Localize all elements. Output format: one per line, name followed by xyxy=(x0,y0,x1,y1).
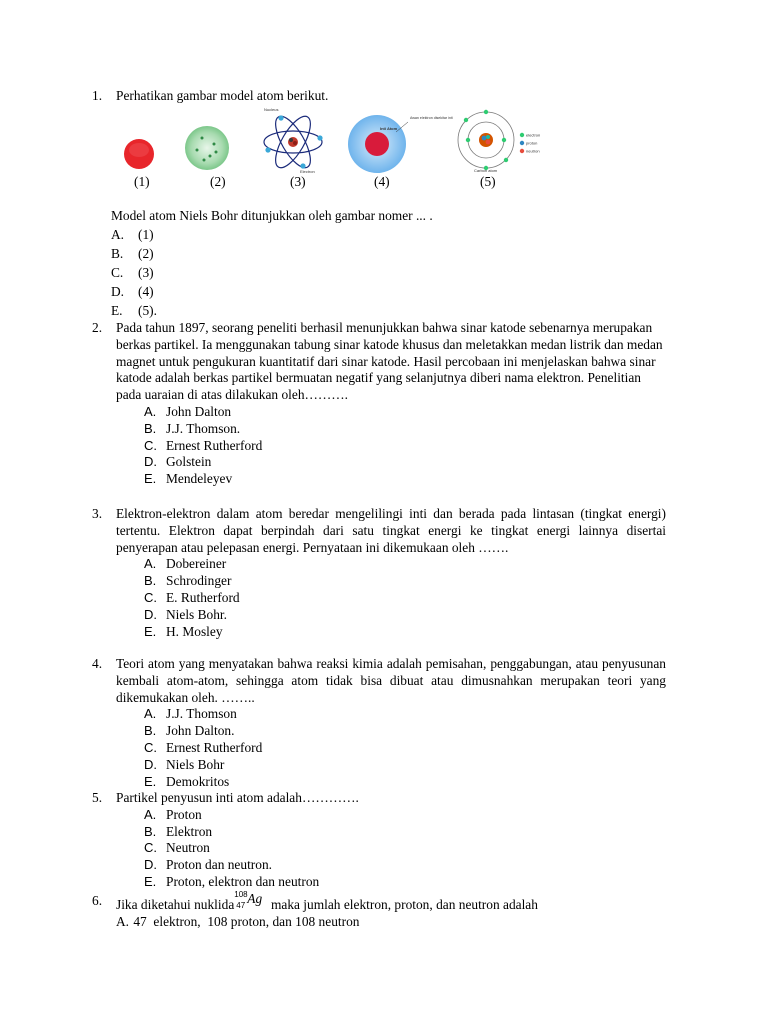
option-text: Ernest Rutherford xyxy=(166,739,263,755)
option-letter: D. xyxy=(144,454,157,470)
question-text-after: maka jumlah elektron, proton, dan neutron adalah xyxy=(264,897,538,912)
option-text: Niels Bohr xyxy=(166,756,225,772)
question-text: Partikel penyusun inti atom adalah…………. xyxy=(116,790,359,805)
option-letter: A. xyxy=(111,227,125,242)
option-letter: C. xyxy=(111,265,124,280)
figure-label-2: (2) xyxy=(210,174,226,189)
answer-option[interactable] xyxy=(144,624,666,641)
option-text: 47 elektron, 108 proton, dan 108 neutron xyxy=(130,913,360,929)
nuclide-atomic-number: 47 xyxy=(236,901,246,910)
question-6 xyxy=(92,890,666,931)
nuclide-notation xyxy=(234,890,264,910)
question-number: 5. xyxy=(92,790,103,805)
option-letter: D. xyxy=(144,857,157,873)
answer-option[interactable] xyxy=(144,723,666,740)
option-text: Elektron xyxy=(166,823,213,839)
question-text: Pada tahun 1897, seorang peneliti berhasil menunjukkan bahwa sinar katode sebenarnya merupakan berkas partikel. Ia menggunakan tabung sinar katode khusus dan meletakkan medan listrik dan medan magnet untuk pengukuran kuantitatif dari sinar katode. Hasil percobaan ini menjelaskan bahwa sinar katode adalah berkas partikel bermuatan negatif yang selanjutnya diberi nama elektron. Penelitian pada uaraian di atas dilakukan oleh………. xyxy=(116,320,663,403)
question-4 xyxy=(92,656,666,790)
option-letter: E. xyxy=(144,623,157,639)
fig3-caption-bottom: Electron xyxy=(300,169,315,174)
answer-option[interactable] xyxy=(111,263,671,282)
answer-option[interactable] xyxy=(144,438,666,455)
fig4-caption-inti: Inti Atom xyxy=(380,126,398,131)
question-text: Model atom Niels Bohr ditunjukkan oleh gambar nomer ... . xyxy=(111,208,433,223)
question-1 xyxy=(92,88,666,105)
option-text: (2) xyxy=(138,246,154,261)
answer-option[interactable] xyxy=(144,807,666,824)
answer-option[interactable] xyxy=(144,573,666,590)
figure-label-4: (4) xyxy=(374,174,390,189)
option-text: Demokritos xyxy=(166,773,230,789)
option-letter: E. xyxy=(144,471,157,487)
option-text: J.J. Thomson. xyxy=(166,420,241,436)
option-letter: B. xyxy=(144,723,157,739)
option-text: (1) xyxy=(138,227,154,242)
fig4-caption-awan: Awan elektron disekitar inti xyxy=(410,116,453,120)
fig3-caption-top: Nucleus xyxy=(264,107,279,112)
option-letter: C. xyxy=(144,840,157,856)
figure-label-5: (5) xyxy=(480,174,496,189)
answer-option[interactable] xyxy=(144,404,666,421)
option-letter: C. xyxy=(144,739,157,755)
answer-option[interactable] xyxy=(111,225,671,244)
answer-options xyxy=(144,706,666,790)
figure-label-3: (3) xyxy=(290,174,306,189)
option-text: H. Mosley xyxy=(166,623,223,639)
option-letter: D. xyxy=(144,756,157,772)
figure-label-1: (1) xyxy=(134,174,150,189)
question-text: Elektron-elektron dalam atom beredar mengelilingi inti dan berada pada lintasan (tingkat energi) tertentu. Elektron dapat berpindah dari satu tingkat energi ke tingkat energi lainnya disertai penyerapan atau pelepasan energi. Pernyataan ini dikemukaan oleh ……. xyxy=(116,506,666,555)
answer-option[interactable] xyxy=(144,874,666,891)
fig5-legend-electron: electron xyxy=(526,132,541,138)
answer-option[interactable] xyxy=(144,740,666,757)
option-letter: D. xyxy=(111,284,125,299)
question-text: Teori atom yang menyatakan bahwa reaksi kimia adalah pemisahan, penggabungan, atau penyusunan kembali atom-atom, sehingga atom tidak bisa dibuat atau dimusnahkan merupakan teori yang dikemukakan oleh. …….. xyxy=(116,656,666,705)
option-letter: A. xyxy=(144,806,157,822)
option-letter: E. xyxy=(144,873,157,889)
option-text: Proton, elektron dan neutron xyxy=(166,873,320,889)
fig5-legend-proton: proton xyxy=(526,140,538,146)
option-text: Schrodinger xyxy=(166,573,232,589)
option-text: Proton dan neutron. xyxy=(166,857,272,873)
nuclide-mass-number: 108 xyxy=(234,890,248,899)
option-text: J.J. Thomson xyxy=(166,706,237,722)
answer-option[interactable] xyxy=(144,824,666,841)
fig5-caption-bottom: Carbon atom xyxy=(474,168,498,173)
answer-option[interactable] xyxy=(144,590,666,607)
answer-option[interactable] xyxy=(144,421,666,438)
answer-option[interactable] xyxy=(144,706,666,723)
option-letter: E. xyxy=(111,303,123,318)
answer-option[interactable] xyxy=(144,774,666,791)
answer-options xyxy=(144,807,666,891)
option-text: E. Rutherford xyxy=(166,589,240,605)
question-1-prompt xyxy=(111,206,671,320)
answer-option[interactable] xyxy=(144,757,666,774)
option-text: John Dalton. xyxy=(166,723,235,739)
option-letter: B. xyxy=(144,823,157,839)
answer-options xyxy=(144,404,666,488)
atom-model-4-figure xyxy=(346,110,453,174)
atom-model-5-figure xyxy=(454,108,546,174)
atom-model-figures xyxy=(120,106,541,189)
option-letter: C. xyxy=(144,437,157,453)
answer-options xyxy=(111,225,671,320)
option-text: (5). xyxy=(138,303,157,318)
answer-option[interactable] xyxy=(144,857,666,874)
option-letter: A. xyxy=(144,556,157,572)
option-letter: B. xyxy=(111,246,124,261)
option-letter: C. xyxy=(144,589,157,605)
answer-option[interactable] xyxy=(144,607,666,624)
option-text: Proton xyxy=(166,806,202,822)
atom-model-2-figure xyxy=(182,122,232,174)
question-number: 4. xyxy=(92,656,103,671)
question-3 xyxy=(92,506,666,640)
option-letter: A. xyxy=(144,706,157,722)
option-text: (4) xyxy=(138,284,154,299)
option-letter: B. xyxy=(144,573,157,589)
option-text: Niels Bohr. xyxy=(166,606,228,622)
nuclide-symbol: Ag xyxy=(247,891,263,906)
answer-option[interactable] xyxy=(111,244,671,263)
option-text: Dobereiner xyxy=(166,556,227,572)
option-text: (3) xyxy=(138,265,154,280)
question-text-before: Jika diketahui nuklida xyxy=(116,897,235,912)
option-letter: B. xyxy=(144,420,157,436)
answer-options xyxy=(116,914,666,931)
answer-options xyxy=(144,556,666,640)
option-text: Ernest Rutherford xyxy=(166,437,263,453)
question-text: Perhatikan gambar model atom berikut. xyxy=(116,88,329,103)
option-text: Mendeleyev xyxy=(166,471,233,487)
atom-model-1-figure xyxy=(120,120,160,170)
option-letter: D. xyxy=(144,606,157,622)
question-number: 1. xyxy=(92,88,103,103)
answer-option[interactable] xyxy=(144,454,666,471)
question-text xyxy=(116,890,666,914)
atom-model-3-figure xyxy=(260,106,324,174)
option-letter: A. xyxy=(116,913,130,929)
fig5-legend-neutron: neutron xyxy=(526,148,540,154)
answer-option[interactable] xyxy=(144,556,666,573)
answer-option[interactable] xyxy=(111,301,671,320)
answer-option[interactable] xyxy=(116,914,666,931)
answer-option[interactable] xyxy=(144,840,666,857)
question-number: 2. xyxy=(92,320,103,335)
question-number: 6. xyxy=(92,893,103,908)
answer-option[interactable] xyxy=(144,471,666,488)
option-letter: E. xyxy=(144,773,157,789)
question-5 xyxy=(92,790,666,891)
option-text: John Dalton xyxy=(166,403,232,419)
option-letter: A. xyxy=(144,403,157,419)
question-2 xyxy=(92,320,666,488)
question-number: 3. xyxy=(92,506,103,521)
answer-option[interactable] xyxy=(111,282,671,301)
option-text: Neutron xyxy=(166,840,210,856)
option-text: Golstein xyxy=(166,454,212,470)
